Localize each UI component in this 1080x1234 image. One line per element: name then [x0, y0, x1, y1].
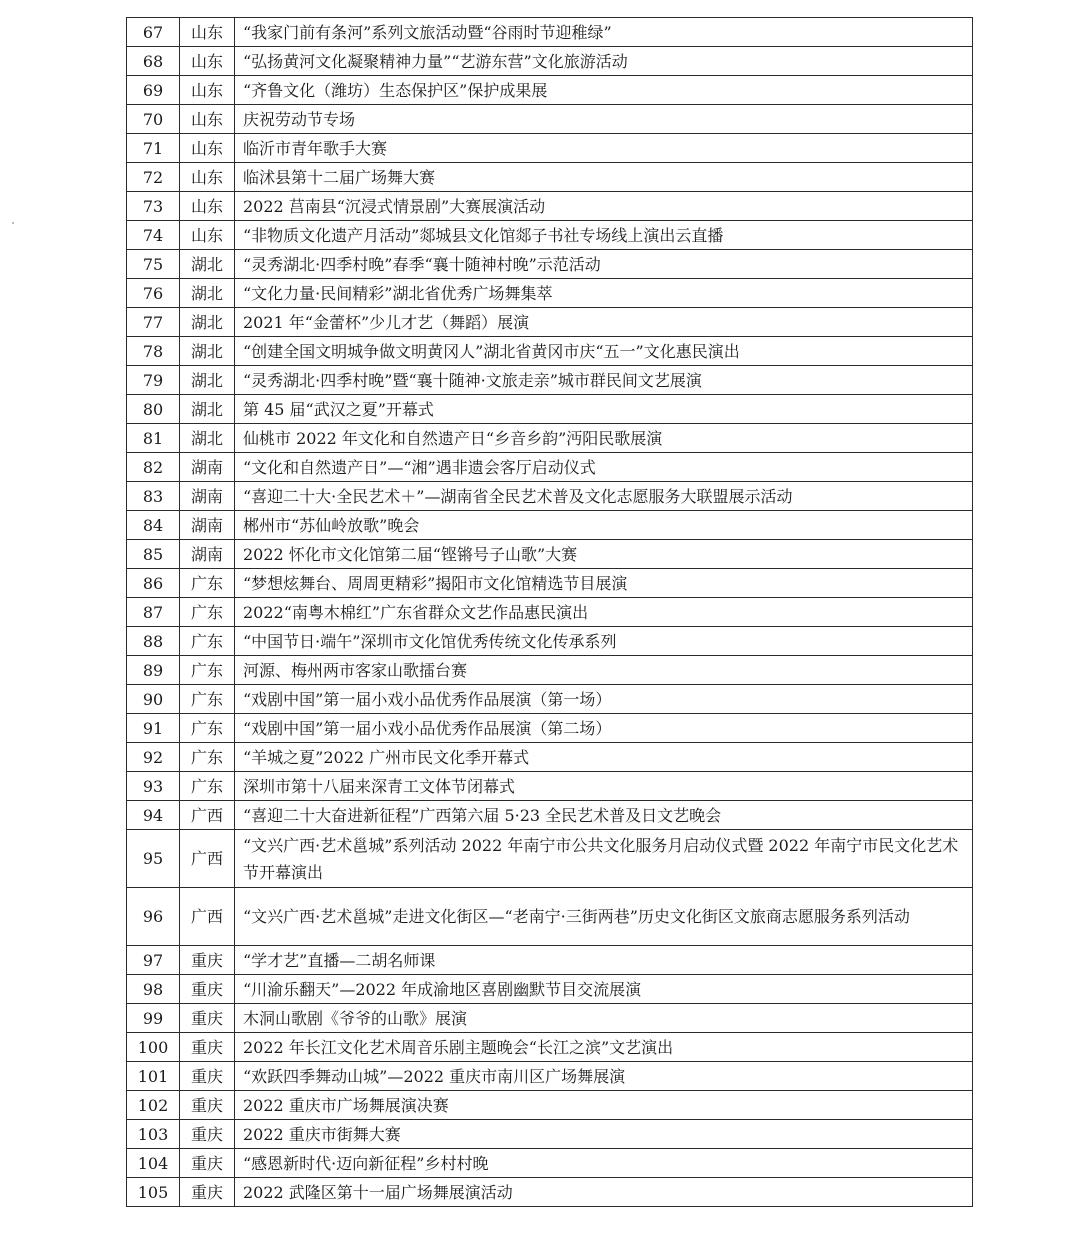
- province-cell: 湖南: [180, 540, 235, 569]
- table-row: [127, 685, 973, 714]
- activity-name-cell: “戏剧中国”第一届小戏小品优秀作品展演（第一场）: [235, 685, 973, 714]
- province-cell: 湖北: [180, 279, 235, 308]
- table-row: [127, 1149, 973, 1178]
- row-number: 104: [127, 1149, 180, 1178]
- activity-name-cell: “文兴广西·艺术邕城”系列活动 2022 年南宁市公共文化服务月启动仪式暨 2022 年南宁市民文化艺术节开幕演出: [235, 830, 973, 888]
- row-number: 103: [127, 1120, 180, 1149]
- table-row: [127, 453, 973, 482]
- row-number: 74: [127, 221, 180, 250]
- activity-name-cell: “弘扬黄河文化凝聚精神力量”“艺游东营”文化旅游活动: [235, 47, 973, 76]
- activity-name-cell: “喜迎二十大奋进新征程”广西第六届 5·23 全民艺术普及日文艺晚会: [235, 801, 973, 830]
- table-row: [127, 1033, 973, 1062]
- province-cell: 重庆: [180, 946, 235, 975]
- table-row: [127, 1091, 973, 1120]
- row-number: 82: [127, 453, 180, 482]
- row-number: 97: [127, 946, 180, 975]
- activity-name-cell: 临沭县第十二届广场舞大赛: [235, 163, 973, 192]
- province-cell: 广东: [180, 598, 235, 627]
- activity-name-cell: “文兴广西·艺术邕城”走进文化街区—“老南宁·三街两巷”历史文化街区文旅商志愿服务系列活动: [235, 888, 973, 946]
- province-cell: 重庆: [180, 1033, 235, 1062]
- table-row: [127, 772, 973, 801]
- province-cell: 重庆: [180, 975, 235, 1004]
- row-number: 101: [127, 1062, 180, 1091]
- table-row: [127, 395, 973, 424]
- province-cell: 重庆: [180, 1062, 235, 1091]
- table-row: [127, 18, 973, 47]
- table-row: [127, 801, 973, 830]
- table-row: [127, 888, 973, 946]
- row-number: 98: [127, 975, 180, 1004]
- activity-name-cell: 2022 重庆市广场舞展演决赛: [235, 1091, 973, 1120]
- row-number: 75: [127, 250, 180, 279]
- activity-name-cell: “戏剧中国”第一届小戏小品优秀作品展演（第二场）: [235, 714, 973, 743]
- province-cell: 湖北: [180, 250, 235, 279]
- row-number: 88: [127, 627, 180, 656]
- activity-name-cell: “梦想炫舞台、周周更精彩”揭阳市文化馆精选节目展演: [235, 569, 973, 598]
- table-body: [127, 18, 973, 1207]
- province-cell: 湖北: [180, 337, 235, 366]
- activity-name-cell: 河源、梅州两市客家山歌擂台赛: [235, 656, 973, 685]
- row-number: 67: [127, 18, 180, 47]
- activity-name-cell: “齐鲁文化（潍坊）生态保护区”保护成果展: [235, 76, 973, 105]
- province-cell: 广东: [180, 569, 235, 598]
- activity-table: [126, 17, 973, 1207]
- row-number: 99: [127, 1004, 180, 1033]
- province-cell: 山东: [180, 18, 235, 47]
- table-row: [127, 656, 973, 685]
- row-number: 86: [127, 569, 180, 598]
- row-number: 87: [127, 598, 180, 627]
- table-row: [127, 830, 973, 888]
- table-row: [127, 627, 973, 656]
- province-cell: 广东: [180, 656, 235, 685]
- activity-name-cell: “文化和自然遗产日”—“湘”遇非遗会客厅启动仪式: [235, 453, 973, 482]
- row-number: 69: [127, 76, 180, 105]
- table-row: [127, 540, 973, 569]
- row-number: 78: [127, 337, 180, 366]
- province-cell: 重庆: [180, 1149, 235, 1178]
- row-number: 105: [127, 1178, 180, 1207]
- row-number: 91: [127, 714, 180, 743]
- row-number: 77: [127, 308, 180, 337]
- province-cell: 重庆: [180, 1004, 235, 1033]
- table-row: [127, 308, 973, 337]
- province-cell: 湖南: [180, 511, 235, 540]
- province-cell: 湖北: [180, 424, 235, 453]
- province-cell: 湖北: [180, 395, 235, 424]
- province-cell: 广东: [180, 714, 235, 743]
- province-cell: 重庆: [180, 1120, 235, 1149]
- province-cell: 湖北: [180, 366, 235, 395]
- table-row: [127, 105, 973, 134]
- activity-name-cell: 2022 怀化市文化馆第二届“铿锵号子山歌”大赛: [235, 540, 973, 569]
- table-row: [127, 511, 973, 540]
- province-cell: 重庆: [180, 1178, 235, 1207]
- table-row: [127, 47, 973, 76]
- activity-name-cell: “我家门前有条河”系列文旅活动暨“谷雨时节迎稚绿”: [235, 18, 973, 47]
- province-cell: 湖南: [180, 482, 235, 511]
- row-number: 94: [127, 801, 180, 830]
- activity-name-cell: “灵秀湖北·四季村晚”暨“襄十随神·文旅走亲”城市群民间文艺展演: [235, 366, 973, 395]
- province-cell: 广西: [180, 888, 235, 946]
- activity-name-cell: 木洞山歌剧《爷爷的山歌》展演: [235, 1004, 973, 1033]
- table-row: [127, 163, 973, 192]
- row-number: 89: [127, 656, 180, 685]
- row-number: 76: [127, 279, 180, 308]
- province-cell: 山东: [180, 192, 235, 221]
- table-row: [127, 946, 973, 975]
- activity-name-cell: 2021 年“金蕾杯”少儿才艺（舞蹈）展演: [235, 308, 973, 337]
- row-number: 79: [127, 366, 180, 395]
- activity-name-cell: “文化力量·民间精彩”湖北省优秀广场舞集萃: [235, 279, 973, 308]
- activity-name-cell: 庆祝劳动节专场: [235, 105, 973, 134]
- row-number: 85: [127, 540, 180, 569]
- table-row: [127, 1004, 973, 1033]
- row-number: 83: [127, 482, 180, 511]
- activity-name-cell: 2022 武隆区第十一届广场舞展演活动: [235, 1178, 973, 1207]
- row-number: 100: [127, 1033, 180, 1062]
- table-row: [127, 1062, 973, 1091]
- activity-name-cell: “中国节日·端午”深圳市文化馆优秀传统文化传承系列: [235, 627, 973, 656]
- table-row: [127, 482, 973, 511]
- table-row: [127, 250, 973, 279]
- table-row: [127, 1120, 973, 1149]
- province-cell: 山东: [180, 134, 235, 163]
- row-number: 96: [127, 888, 180, 946]
- table-row: [127, 569, 973, 598]
- province-cell: 广东: [180, 743, 235, 772]
- row-number: 70: [127, 105, 180, 134]
- activity-name-cell: “感恩新时代·迈向新征程”乡村村晚: [235, 1149, 973, 1178]
- table-row: [127, 76, 973, 105]
- activity-name-cell: “喜迎二十大·全民艺术＋”—湖南省全民艺术普及文化志愿服务大联盟展示活动: [235, 482, 973, 511]
- province-cell: 湖南: [180, 453, 235, 482]
- province-cell: 广西: [180, 801, 235, 830]
- row-number: 92: [127, 743, 180, 772]
- row-number: 71: [127, 134, 180, 163]
- table-row: [127, 714, 973, 743]
- table-row: [127, 366, 973, 395]
- table-row: [127, 221, 973, 250]
- row-number: 102: [127, 1091, 180, 1120]
- province-cell: 山东: [180, 221, 235, 250]
- province-cell: 重庆: [180, 1091, 235, 1120]
- activity-name-cell: “非物质文化遗产月活动”郯城县文化馆郯子书社专场线上演出云直播: [235, 221, 973, 250]
- activity-name-cell: “川渝乐翻天”—2022 年成渝地区喜剧幽默节目交流展演: [235, 975, 973, 1004]
- table-row: [127, 598, 973, 627]
- activity-name-cell: 仙桃市 2022 年文化和自然遗产日“乡音乡韵”沔阳民歌展演: [235, 424, 973, 453]
- row-number: 68: [127, 47, 180, 76]
- row-number: 72: [127, 163, 180, 192]
- table-row: [127, 424, 973, 453]
- row-number: 95: [127, 830, 180, 888]
- row-number: 84: [127, 511, 180, 540]
- table-row: [127, 975, 973, 1004]
- province-cell: 广东: [180, 627, 235, 656]
- province-cell: 广西: [180, 830, 235, 888]
- table-row: [127, 337, 973, 366]
- province-cell: 广东: [180, 685, 235, 714]
- row-number: 80: [127, 395, 180, 424]
- activity-name-cell: 临沂市青年歌手大赛: [235, 134, 973, 163]
- activity-name-cell: “创建全国文明城争做文明黄冈人”湖北省黄冈市庆“五一”文化惠民演出: [235, 337, 973, 366]
- table-row: [127, 279, 973, 308]
- row-number: 81: [127, 424, 180, 453]
- table-row: [127, 1178, 973, 1207]
- table-row: [127, 134, 973, 163]
- activity-name-cell: 2022 年长江文化艺术周音乐剧主题晚会“长江之滨”文艺演出: [235, 1033, 973, 1062]
- activity-name-cell: “欢跃四季舞动山城”—2022 重庆市南川区广场舞展演: [235, 1062, 973, 1091]
- activity-name-cell: 2022 重庆市街舞大赛: [235, 1120, 973, 1149]
- province-cell: 山东: [180, 105, 235, 134]
- province-cell: 山东: [180, 163, 235, 192]
- row-number: 93: [127, 772, 180, 801]
- table-row: [127, 192, 973, 221]
- row-number: 90: [127, 685, 180, 714]
- row-number: 73: [127, 192, 180, 221]
- province-cell: 山东: [180, 76, 235, 105]
- activity-name-cell: 郴州市“苏仙岭放歌”晚会: [235, 511, 973, 540]
- activity-name-cell: 2022 莒南县“沉浸式情景剧”大赛展演活动: [235, 192, 973, 221]
- scan-artifact: [12, 222, 14, 224]
- activity-name-cell: 第 45 届“武汉之夏”开幕式: [235, 395, 973, 424]
- activity-name-cell: “羊城之夏”2022 广州市民文化季开幕式: [235, 743, 973, 772]
- province-cell: 湖北: [180, 308, 235, 337]
- activity-name-cell: “学才艺”直播—二胡名师课: [235, 946, 973, 975]
- activity-name-cell: 深圳市第十八届来深青工文体节闭幕式: [235, 772, 973, 801]
- activity-name-cell: “灵秀湖北·四季村晚”春季“襄十随神村晚”示范活动: [235, 250, 973, 279]
- table-row: [127, 743, 973, 772]
- province-cell: 山东: [180, 47, 235, 76]
- province-cell: 广东: [180, 772, 235, 801]
- activity-name-cell: 2022“南粤木棉红”广东省群众文艺作品惠民演出: [235, 598, 973, 627]
